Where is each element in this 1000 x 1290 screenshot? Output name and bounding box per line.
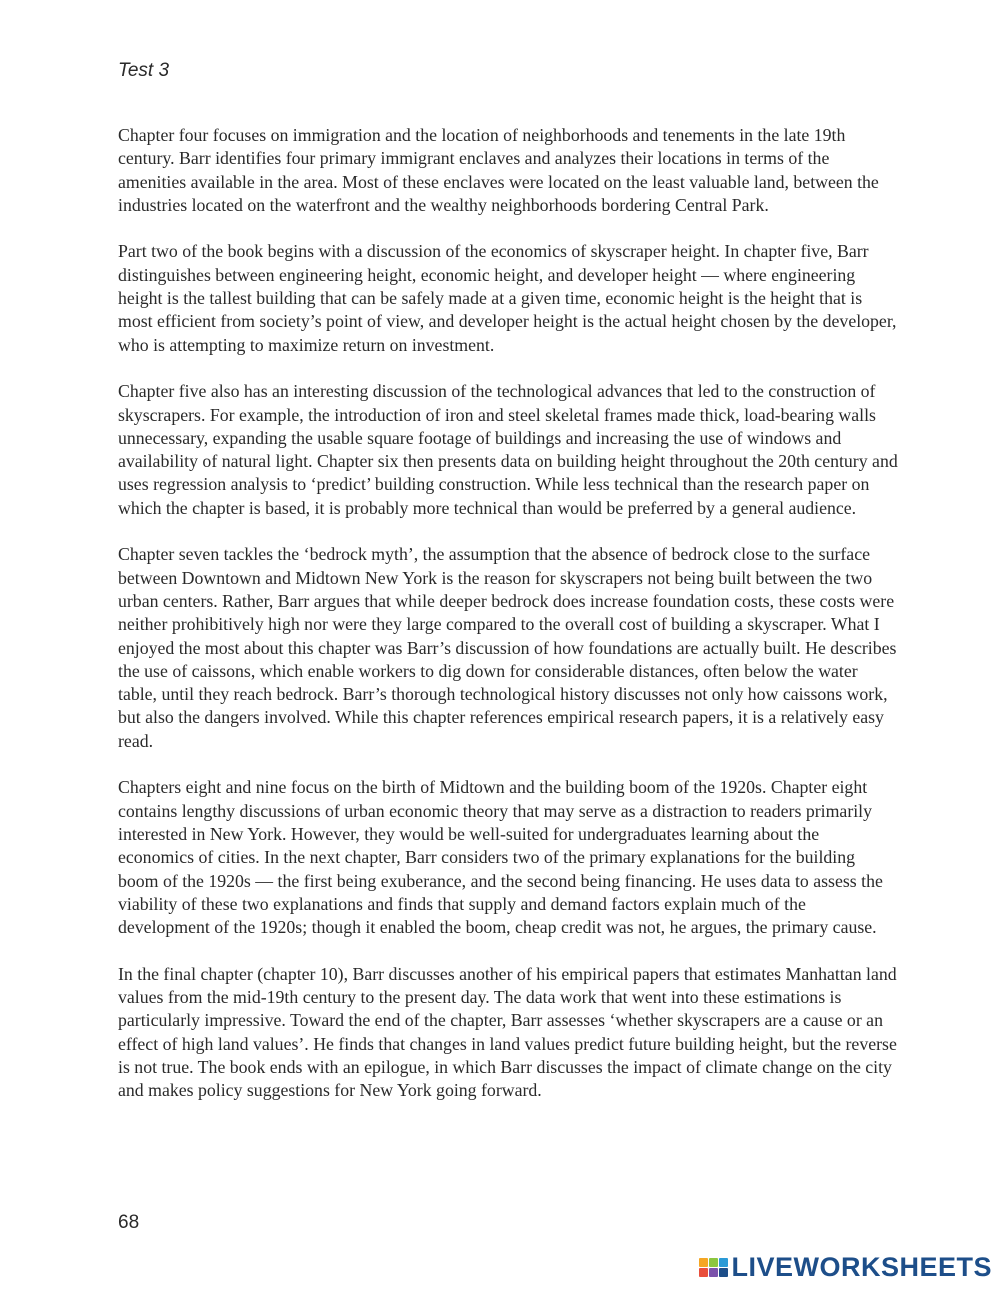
paragraph: Chapter five also has an interesting discussion of the technological advances that led to the construction of skyscrapers. For example, the introduction of iron and steel skeletal frames made thick, load-bearing walls unnecessary, expanding the usable square footage of buildings and increasing the use of windows and availability of natural light. Chapter six then presents data on building height throughout the 20th century and uses regression analysis to ‘predict’ building construction. While less technical than the research paper on which the chapter is based, it is probably more technical than would be preferred by a general audience. [118, 381, 898, 518]
page-title: Test 3 [118, 60, 170, 81]
brand-name: LIVEWORKSHEETS [731, 1252, 992, 1282]
logo-tile [719, 1268, 728, 1277]
liveworksheets-brand[interactable] [699, 1252, 992, 1282]
logo-tile [699, 1268, 708, 1277]
liveworksheets-logo-icon [699, 1258, 728, 1277]
paragraph: In the final chapter (chapter 10), Barr discusses another of his empirical papers that estimates Manhattan land values from the mid-19th century to the present day. The data work that went into these estimations is particularly impressive. Toward the end of the chapter, Barr assesses ‘whether skyscrapers are a cause or an effect of high land values’. He finds that changes in land values predict future building height, but the reverse is not true. The book ends with an epilogue, in which Barr discusses the impact of climate change on the city and makes policy suggestions for New York going forward. [118, 963, 897, 1101]
logo-tile [719, 1258, 728, 1267]
paragraph: Chapter seven tackles the ‘bedrock myth’, the assumption that the absence of bedrock close to the surface between Downtown and Midtown New York is the reason for skyscrapers not being built between the two urban centers. Rather, Barr argues that while deeper bedrock does increase foundation costs, these costs were neither prohibitively high nor were they large compared to the overall cost of building a skyscraper. What I enjoyed the most about this chapter was Barr’s discussion of how foundations are actually built. He describes the use of caissons, which enable workers to dig down for considerable distances, often below the water table, until they reach bedrock. Barr’s thorough technological history discusses not only how caissons work, but also the dangers involved. While this chapter references empirical research papers, it is a relatively easy read. [118, 544, 897, 751]
logo-tile [699, 1258, 708, 1267]
paragraph: Chapters eight and nine focus on the birth of Midtown and the building boom of the 1920s. Chapter eight contains lengthy discussions of urban economic theory that may serve as a distraction to readers primarily interested in New York. However, they would be well-suited for undergraduates learning about the economics of cities. In the next chapter, Barr considers two of the primary explanations for the building boom of the 1920s — the first being exuberance, and the second being financing. He uses data to assess the viability of these two explanations and finds that supply and demand factors explain much of the development of the 1920s; though it enabled the boom, cheap credit was not, he argues, the primary cause. [118, 777, 883, 938]
article-body [118, 124, 898, 1102]
paragraph: Part two of the book begins with a discussion of the economics of skyscraper height. In chapter five, Barr distinguishes between engineering height, economic height, and developer height — where engineering height is the tallest building that can be safely made at a given time, economic height is the height that is most efficient from society’s point of view, and developer height is the actual height chosen by the developer, who is attempting to maximize return on investment. [118, 241, 897, 355]
logo-tile [709, 1258, 718, 1267]
paragraph: Chapter four focuses on immigration and the location of neighborhoods and tenements in the late 19th century. Barr identifies four primary immigrant enclaves and analyzes their locations in terms of the amenities available in the area. Most of these enclaves were located on the least valuable land, between the industries located on the waterfront and the wealthy neighborhoods bordering Central Park. [118, 125, 879, 215]
logo-tile [709, 1268, 718, 1277]
page-number: 68 [118, 1212, 140, 1233]
